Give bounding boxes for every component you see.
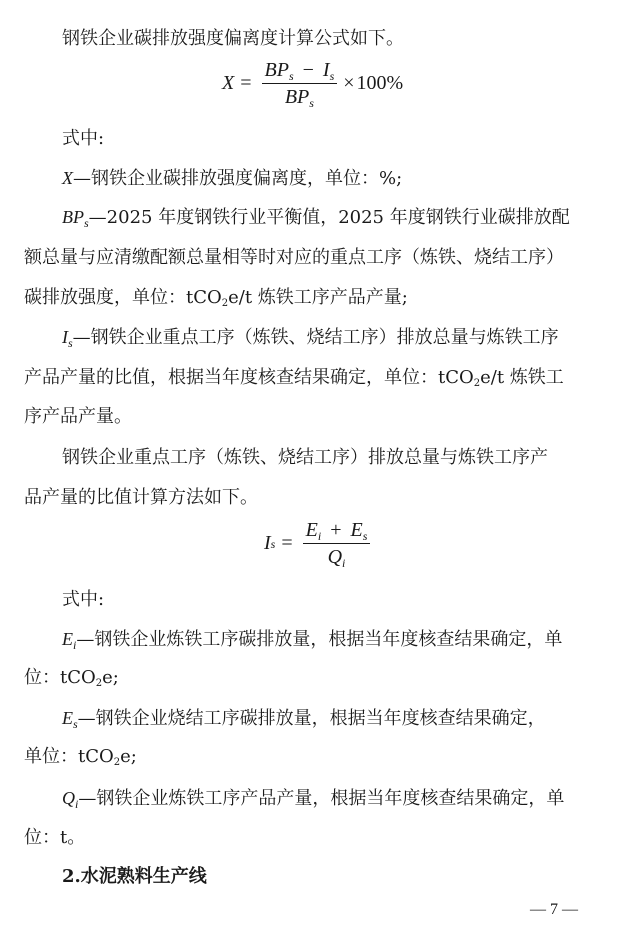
def-ei-symbol-sub: i	[73, 638, 77, 652]
intro-paragraph	[0, 27, 638, 51]
where-label-1	[0, 127, 638, 151]
def-x-text: —钢铁企业碳排放强度偏离度，单位：%;	[73, 168, 403, 189]
def-es-symbol: E	[62, 708, 73, 728]
section-heading	[0, 865, 638, 889]
definition-es-line1	[0, 706, 622, 731]
formula-deviation	[222, 58, 403, 109]
formula2-denominator	[325, 544, 349, 569]
definition-es-line2	[0, 745, 614, 769]
definition-ei-line1	[0, 627, 622, 652]
def-qi-line2-text: 位：t。	[24, 827, 86, 848]
formula2-equals: =	[281, 532, 293, 554]
formula1-lhs: X	[222, 72, 235, 94]
def-ei-line1-text: —钢铁企业炼铁工序碳排放量，根据当年度核查结果确定，单	[76, 629, 563, 650]
where-label-2	[0, 588, 638, 612]
formula1-num-b-sub: s	[329, 69, 335, 83]
def-is-line2-b: e/t 炼铁工	[480, 367, 564, 388]
formula2-den: Q	[327, 546, 343, 568]
formula1-num-b: I	[322, 59, 330, 81]
def-qi-symbol: Q	[62, 788, 75, 808]
para2-line1	[0, 446, 622, 470]
para2-line2-text: 品产量的比值计算方法如下。	[24, 487, 258, 508]
def-bps-line1-text: —2025 年度钢铁行业平衡值，2025 年度钢铁行业碳排放配	[88, 207, 570, 228]
formula2-num-b: E	[350, 519, 363, 541]
formula2-plus: +	[330, 519, 342, 541]
formula1-num-a: BP	[264, 59, 289, 81]
formula2-lhs: I	[264, 532, 271, 554]
formula-ratio: I s = $\frac{E_i + E_s}{Q_i}$	[264, 518, 374, 569]
definition-bps-line2	[0, 246, 614, 270]
def-qi-line1-text: —钢铁企业炼铁工序产品产量，根据当年度核查结果确定，单	[78, 788, 565, 809]
definition-is-line2	[0, 366, 614, 390]
formula1-denominator	[282, 84, 317, 109]
para2-line2	[0, 486, 614, 510]
formula1-num-a-sub: s	[288, 69, 294, 83]
formula1-fraction	[262, 58, 338, 109]
def-bps-line2-text: 额总量与应清缴配额总量相等时对应的重点工序（炼铁、烧结工序）	[24, 247, 564, 268]
formula1-equals: =	[240, 72, 252, 94]
para2-line1-text: 钢铁企业重点工序（炼铁、烧结工序）排放总量与炼铁工序产	[62, 447, 548, 468]
intro-text: 钢铁企业碳排放强度偏离度计算公式如下。	[62, 28, 404, 49]
def-es-line2-sub: 2	[113, 757, 121, 768]
definition-bps-line3	[0, 286, 614, 310]
def-bps-line3-b: e/t 炼铁工序产品产量;	[228, 287, 408, 308]
formula2-num-a: E	[305, 519, 318, 541]
def-ei-line2-b: e;	[102, 667, 119, 688]
def-ei-symbol: E	[62, 629, 73, 649]
formula2-numerator	[303, 518, 371, 544]
def-es-line2-a: 单位：tCO	[24, 746, 114, 767]
def-es-symbol-sub: s	[73, 717, 78, 731]
def-x-symbol: X	[62, 168, 73, 188]
definition-x	[0, 166, 638, 191]
definition-qi-line2	[0, 826, 614, 850]
definition-qi-line1	[0, 786, 622, 811]
formula1-den-sub: s	[309, 96, 314, 110]
def-bps-line3-sub: 2	[221, 298, 229, 309]
def-bps-symbol: BP	[62, 207, 84, 227]
formula2-den-sub: i	[342, 556, 346, 570]
formula2-num-a-sub: i	[317, 529, 322, 543]
where2-text: 式中:	[62, 589, 105, 610]
formula1-numerator	[262, 58, 338, 84]
def-is-symbol-sub: s	[68, 336, 73, 350]
def-is-line1-text: —钢铁企业重点工序（炼铁、烧结工序）排放总量与炼铁工序	[72, 327, 559, 348]
definition-ei-line2	[0, 666, 614, 690]
formula1-percent: 100%	[356, 72, 404, 94]
def-is-line2-a: 产品产量的比值，根据当年度核查结果确定，单位：tCO	[24, 367, 474, 388]
where1-text: 式中:	[62, 128, 105, 149]
definition-is-line3	[0, 405, 614, 429]
formula1-minus: −	[302, 59, 314, 81]
formula1-den: BP	[284, 86, 310, 108]
definition-is-line1	[0, 325, 622, 350]
formula2-num-b-sub: s	[362, 529, 368, 543]
def-is-line3-text: 序产品产量。	[24, 406, 132, 427]
def-qi-symbol-sub: i	[75, 797, 79, 811]
def-es-line1-text: —钢铁企业烧结工序碳排放量，根据当年度核查结果确定，	[77, 708, 546, 729]
formula2-fraction	[303, 518, 371, 569]
page-number: — 7 —	[530, 901, 578, 918]
def-is-line2-sub: 2	[473, 378, 481, 389]
def-bps-line3-a: 碳排放强度，单位：tCO	[24, 287, 222, 308]
formula1-times: ×	[343, 72, 355, 94]
def-bps-symbol-sub: s	[84, 216, 89, 230]
def-ei-line2-a: 位：tCO	[24, 667, 96, 688]
def-es-line2-b: e;	[120, 746, 137, 767]
def-is-symbol: I	[62, 327, 68, 347]
section-heading-text: 2.水泥熟料生产线	[62, 866, 207, 887]
def-ei-line2-sub: 2	[95, 678, 103, 689]
definition-bps-line1	[0, 205, 610, 230]
